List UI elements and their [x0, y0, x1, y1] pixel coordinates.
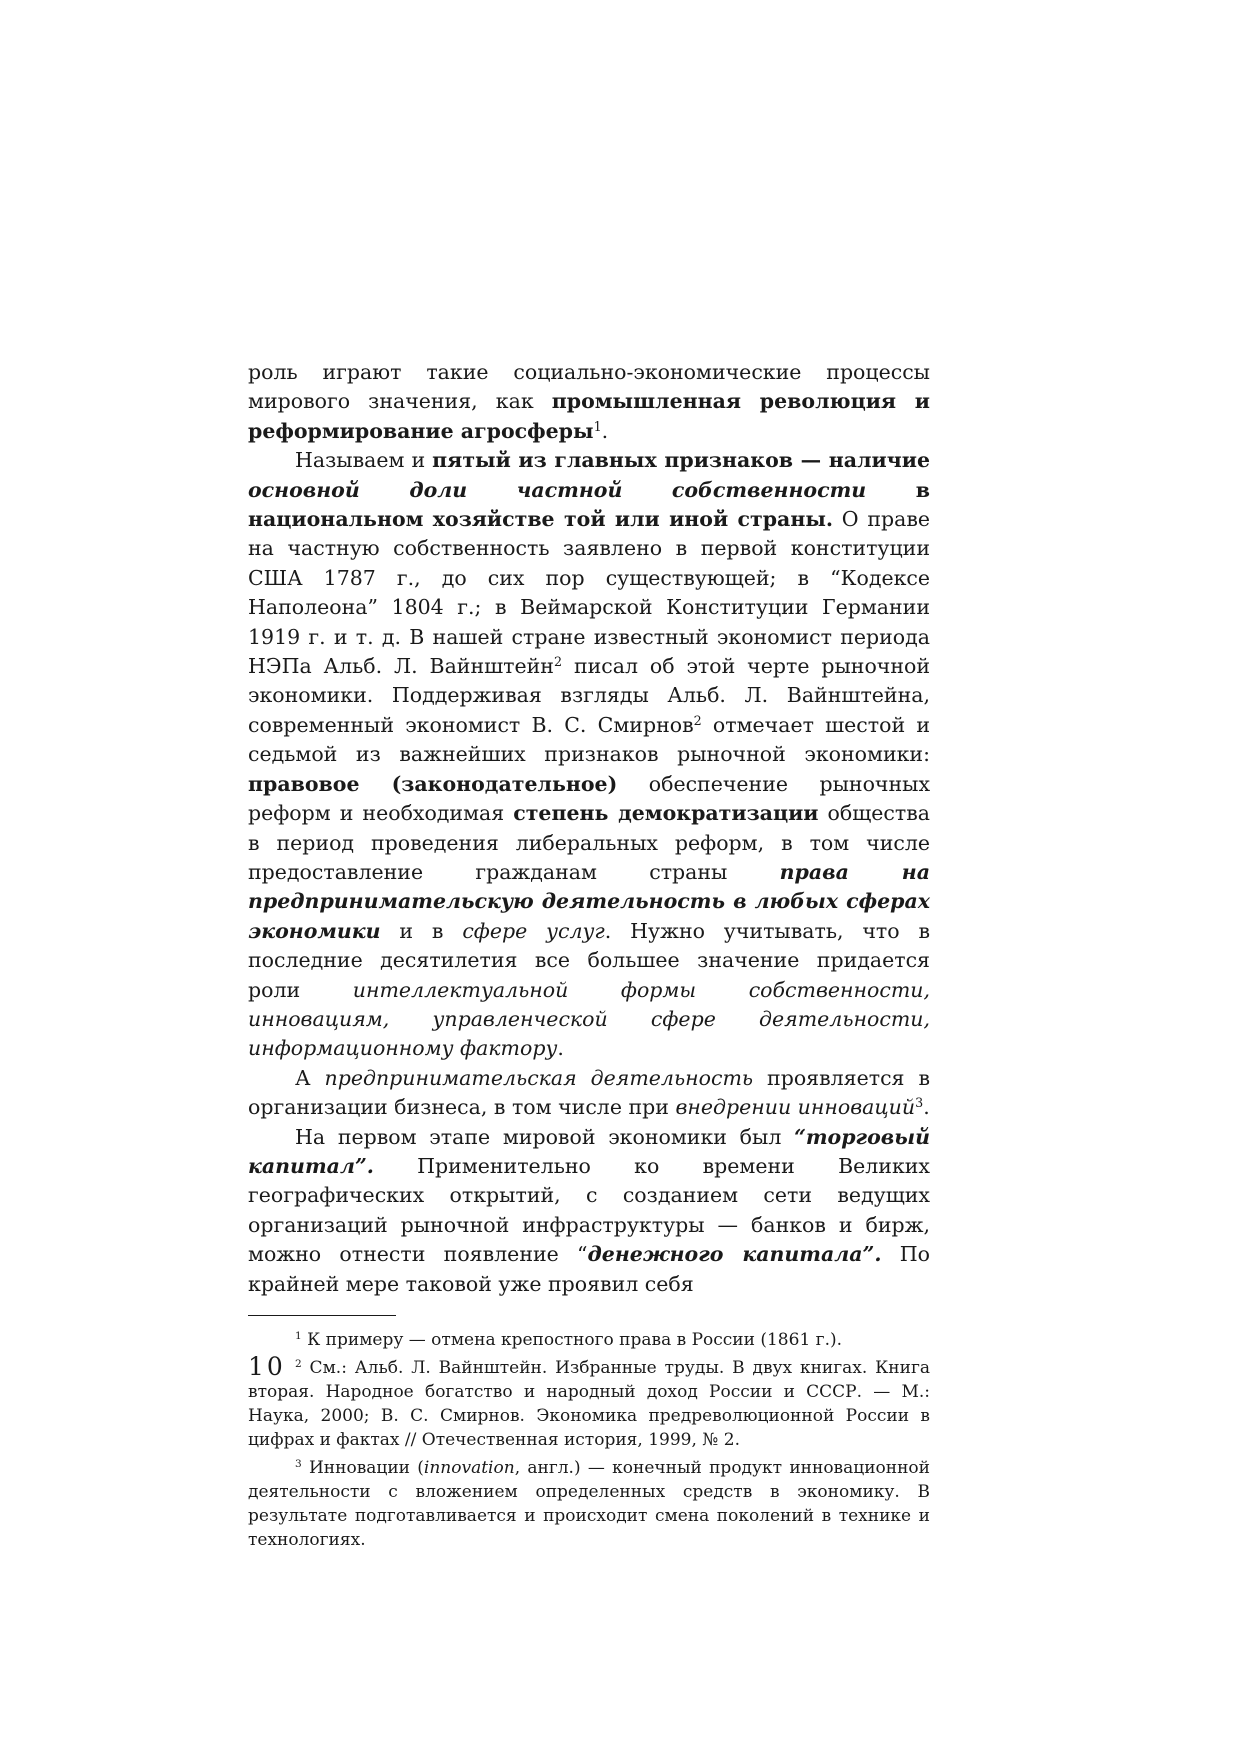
- footnote-separator: [248, 1315, 396, 1316]
- text-run: и в: [380, 918, 463, 943]
- paragraph: [248, 446, 930, 1064]
- text-run: Называем и: [295, 448, 433, 473]
- text-run: Инновации (: [301, 1458, 424, 1478]
- footnote-reference: 2: [553, 654, 563, 670]
- footnote-reference: 1: [593, 418, 602, 434]
- text-run: степень демократизации: [513, 801, 819, 826]
- paragraph: [248, 358, 930, 446]
- text-run: общества в период проведения либеральных реформ, в том числе предоставление гражданам страны: [248, 801, 931, 884]
- footnote: [248, 1328, 930, 1352]
- text-run: обеспечение рыночных реформ и необходимая: [248, 771, 930, 826]
- text-run: основной доли частной собственности: [248, 477, 867, 502]
- text-run: промышленная революция и реформирование агросферы: [248, 389, 930, 443]
- text-run: денежного капитала”.: [587, 1242, 882, 1267]
- page-number: 10: [248, 1352, 286, 1381]
- text-run: сфере услуг: [462, 918, 605, 943]
- text-run: См.: Альб. Л. Вайнштейн. Избранные труды. В двух книгах. Книга вторая. Народное богатство и народный доход России и СССР. — М.: Наука, 2000; В. С. Смирнов. Экономика предреволюционной России в цифрах и фактах // Отечественная история, 1999, № 2.: [248, 1358, 930, 1450]
- text-run: , англ.) — конечный продукт инновационной деятельности с вложением определенных средств в экономику. В результате подготавливается и происходит смена поколений в технике и технологиях.: [248, 1458, 930, 1550]
- text-run: По крайней мере таковой уже проявил себя: [248, 1242, 930, 1296]
- paragraph: [248, 1123, 930, 1299]
- text-run: интеллектуальной формы собственности, инновациям, управленческой сфере деятельности, информационному фактору: [248, 977, 930, 1061]
- text-run: проявляется в организации бизнеса, в том числе при: [248, 1065, 930, 1120]
- text-run: Применительно ко времени Великих географических открытий, с созданием сети ведущих организаций рыночной инфраструктуры — банков и бирж, можно отнести появление “: [248, 1153, 930, 1267]
- footnote: [248, 1456, 930, 1552]
- text-run: . Нужно учитывать, что в последние десятилетия все большее значение придается роли: [248, 918, 930, 1002]
- text-run: пятый из главных признаков — наличие: [432, 448, 930, 473]
- footnote-reference: 1: [295, 1330, 302, 1343]
- text-run: предпринимательская деятельность: [324, 1065, 754, 1090]
- text-run: innovation: [423, 1458, 515, 1478]
- text-run: На первом этапе мировой экономики был: [295, 1124, 795, 1149]
- text-block: [248, 358, 930, 1556]
- text-run: А: [295, 1065, 325, 1090]
- text-run: внедрении инноваций: [675, 1095, 916, 1120]
- text-run: права на предпринимательскую деятельность в любых сферах экономики: [248, 859, 930, 943]
- text-run: “торговый капитал”.: [248, 1124, 930, 1178]
- text-run: правовое (законодательное): [248, 771, 618, 796]
- text-run: О праве на частную собственность заявлено в первой конституции США 1787 г., до сих пор существующей; в “Кодексе Наполеона” 1804 г.; в Веймарской Конституции Германии 1919 г. и т. д. В нашей стране известный экономист периода НЭПа Альб. Л. Вайнштейн: [248, 507, 930, 679]
- footnote-reference: 3: [915, 1095, 924, 1111]
- footnote: [248, 1356, 930, 1452]
- text-run: .: [557, 1036, 564, 1061]
- text-run: в национальном хозяйстве той или иной страны.: [248, 477, 930, 532]
- paragraph: [248, 1064, 930, 1123]
- footnotes: [248, 1328, 930, 1552]
- text-run: отмечает шестой и седьмой из важнейших признаков рыночной экономики:: [248, 712, 931, 767]
- footnote-reference: 2: [693, 712, 702, 728]
- text-run: .: [923, 1095, 930, 1120]
- text-run: роль играют такие социально-экономические процессы мирового значения, как: [248, 360, 930, 414]
- body-text: [248, 358, 930, 1299]
- footnote-reference: 3: [295, 1458, 302, 1471]
- text-run: .: [601, 418, 609, 443]
- text-run: К примеру — отмена крепостного права в России (1861 г.).: [301, 1330, 843, 1350]
- text-run: писал об этой черте рыночной экономики. Поддерживая взгляды Альб. Л. Вайнштейна, современный экономист В. С. Смирнов: [248, 654, 931, 737]
- footnote-reference: 2: [295, 1358, 302, 1371]
